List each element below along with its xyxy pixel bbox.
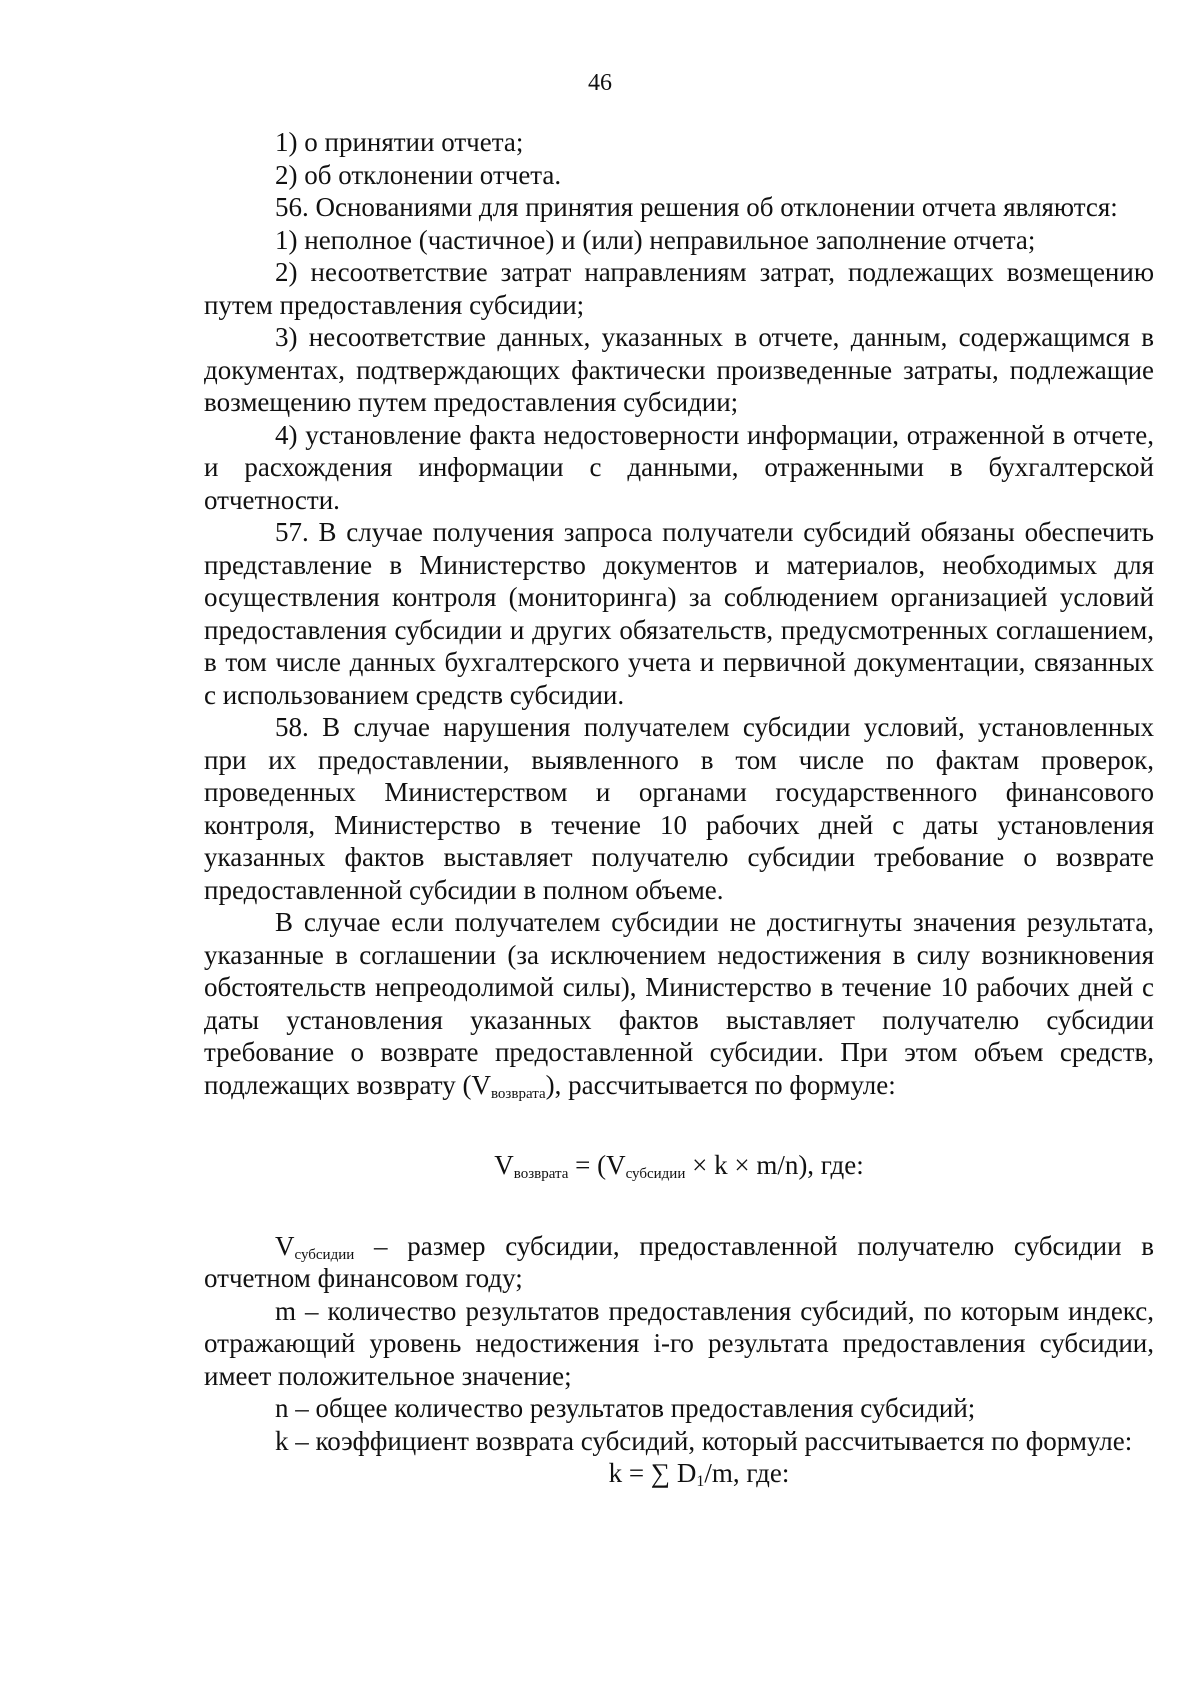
paragraph: m – количество результатов предоставления субсидий, по которым индекс, отражающий уровень недостижения i-го результата предоставления субсидии, имеет положительное значение;	[204, 1295, 1154, 1391]
paragraph: 2) об отклонении отчета.	[275, 159, 562, 190]
paragraph: 58. В случае нарушения получателем субсидии условий, установленных при их предоставлении, выявленного в том числе по фактам проверок, проведенных Министерством и органами государственного финансового контроля, Министерство в течение 10 рабочих дней с даты установления указанных фактов выставляет получателю субсидии требование о возврате предоставленной субсидии в полном объеме.	[204, 712, 1154, 905]
formula-k	[204, 1457, 1154, 1490]
formula-text: /m, где:	[704, 1458, 790, 1488]
text: В случае если получателем субсидии не достигнуты значения результата, указанные в соглашении (за исключением недостижения в силу возникновения обстоятельств непреодолимой силы), Министерство в течение 10 рабочих дней с даты установления указанных фактов выставляет получателю субсидии требование о возврате предоставленной субсидии. При этом объем средств, подлежащих возврату (V	[204, 907, 1154, 1100]
paragraph: n – общее количество результатов предоставления субсидий;	[275, 1393, 976, 1423]
paragraph: 57. В случае получения запроса получатели субсидий обязаны обеспечить представление в Министерство документов и материалов, необходимых для осуществления контроля (мониторинга) за соблюдением организацией условий предоставления субсидии и других обязательств, предусмотренных соглашением, в том числе данных бухгалтерского учета и первичной документации, связанных с использованием средств субсидии.	[204, 517, 1154, 710]
paragraph: 3) несоответствие данных, указанных в отчете, данным, содержащимся в документах, подтверждающих фактически произведенные затраты, подлежащие возмещению путем предоставления субсидии;	[204, 322, 1154, 417]
formula-text: k = ∑ D	[608, 1458, 697, 1488]
page-number: 46	[588, 70, 612, 96]
paragraph-return-volume	[204, 906, 1154, 1101]
paragraph: 1) неполное (частичное) и (или) неправильное заполнение отчета;	[275, 224, 1036, 255]
formula-var: V	[494, 1150, 514, 1180]
formula-text: = (V	[568, 1150, 626, 1180]
subscript: 1	[696, 1473, 705, 1490]
paragraph: 4) установление факта недостоверности информации, отраженной в отчете, и расхождения информации с данными, отраженными в бухгалтерской отчетности.	[204, 419, 1154, 515]
page-body	[204, 126, 1154, 1490]
paragraph: k – коэффициент возврата субсидий, который рассчитывается по формуле:	[275, 1425, 1133, 1456]
paragraph: 2) несоответствие затрат направлениям затрат, подлежащих возмещению путем предоставления субсидии;	[204, 257, 1154, 320]
paragraph: 56. Основаниями для принятия решения об отклонении отчета являются:	[275, 192, 1118, 222]
subscript: возврата	[490, 1085, 546, 1102]
subscript: субсидии	[625, 1166, 686, 1182]
subscript: возврата	[513, 1166, 569, 1182]
paragraph: 1) о принятии отчета;	[275, 127, 524, 157]
subscript: субсидии	[294, 1246, 355, 1263]
paragraph-v-subsidy	[204, 1230, 1154, 1295]
formula-return-volume	[204, 1149, 1154, 1182]
formula-var: V	[275, 1230, 295, 1261]
text: ), рассчитывается по формуле:	[545, 1069, 896, 1100]
formula-text: × k × m/n), где:	[685, 1150, 864, 1180]
text: – размер субсидии, предоставленной получателю субсидии в отчетном финансовом году;	[204, 1230, 1154, 1293]
